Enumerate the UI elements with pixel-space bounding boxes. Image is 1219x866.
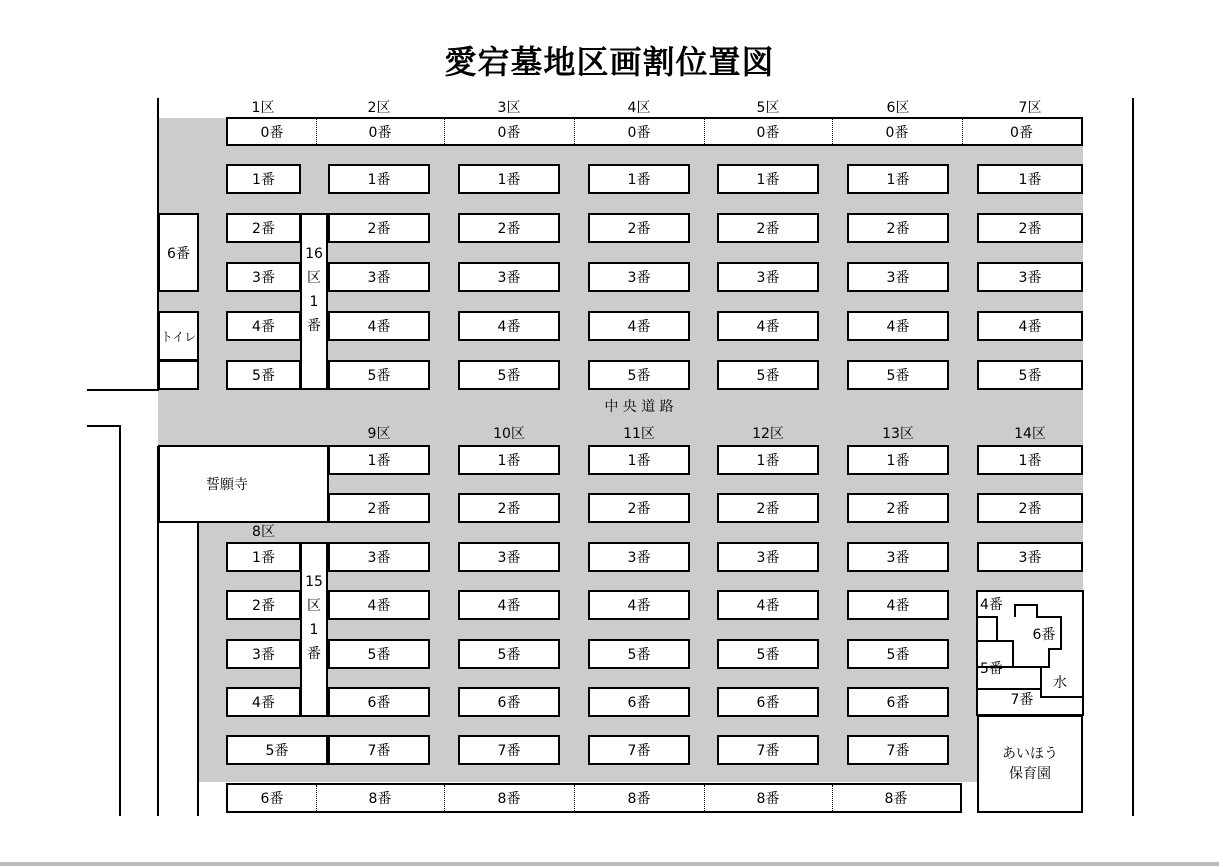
district-label-14: 14区	[1014, 426, 1046, 442]
plot-9-1: 1番	[328, 445, 430, 475]
plot-14-5: 5番	[980, 661, 1003, 677]
district-label-11: 11区	[623, 426, 655, 442]
plot-12-3: 3番	[717, 542, 819, 572]
plot-3-3: 3番	[458, 262, 560, 292]
district-label-1: 1区	[251, 100, 275, 116]
plot-14-3: 3番	[977, 542, 1083, 572]
plot-8-6: 6番	[260, 791, 284, 807]
plot-7-4: 4番	[977, 311, 1083, 341]
plot-11-4: 4番	[588, 590, 690, 620]
plot-12-6: 6番	[717, 687, 819, 717]
plot-2-4: 4番	[328, 311, 430, 341]
plot-4-2: 2番	[588, 213, 690, 243]
plot-10-7: 7番	[458, 735, 560, 765]
plot-7-0: 0番	[1010, 124, 1033, 141]
plot-9-3: 3番	[328, 542, 430, 572]
plot-12-8: 8番	[756, 791, 780, 807]
plot-10-4: 4番	[458, 590, 560, 620]
plot-4-5: 5番	[588, 360, 690, 390]
plot-13-8: 8番	[884, 791, 908, 807]
plot-14-6: 6番	[1032, 627, 1056, 643]
plot-8-1: 1番	[226, 542, 301, 572]
plot-14-7: 7番	[1010, 692, 1034, 708]
plot-9-8: 8番	[368, 791, 392, 807]
road-edge-lower-vertical	[119, 425, 121, 816]
plot-11-7: 7番	[588, 735, 690, 765]
district-label-6: 6区	[886, 100, 910, 116]
plot-1-3: 3番	[226, 262, 301, 292]
water: 水	[1053, 675, 1067, 691]
plot-9-2: 2番	[328, 493, 430, 523]
plot-7-5: 5番	[977, 360, 1083, 390]
plot-11-2: 2番	[588, 493, 690, 523]
district-label-2: 2区	[367, 100, 391, 116]
plot-1-2: 2番	[226, 213, 301, 243]
plot-3-2: 2番	[458, 213, 560, 243]
plot-8-5: 5番	[226, 735, 328, 765]
plot-2-2: 2番	[328, 213, 430, 243]
plot-11-6: 6番	[588, 687, 690, 717]
plot-1-4: 4番	[226, 311, 301, 341]
plot-6-1: 1番	[847, 164, 949, 194]
plot-8-2: 2番	[226, 590, 301, 620]
plot-5-3: 3番	[717, 262, 819, 292]
plot-14-4: 4番	[980, 597, 1003, 613]
row-0-strip	[226, 117, 1083, 146]
plot-8-3: 3番	[226, 639, 301, 669]
row-bottom-strip	[226, 783, 962, 813]
nursery-label: あいほう保育園	[1002, 746, 1058, 782]
plot-3-0: 0番	[497, 124, 521, 141]
plot-11-8: 8番	[627, 791, 651, 807]
district-15-label: 15 区 1 番	[305, 574, 323, 662]
plot-9-6: 6番	[328, 687, 430, 717]
plot-6-3: 3番	[847, 262, 949, 292]
plot-13-4: 4番	[847, 590, 949, 620]
plot-13-6: 6番	[847, 687, 949, 717]
plot-6-0: 0番	[885, 124, 909, 141]
plot-12-4: 4番	[717, 590, 819, 620]
plot-10-1: 1番	[458, 445, 560, 475]
plot-12-7: 7番	[717, 735, 819, 765]
plot-3-1: 1番	[458, 164, 560, 194]
plot-3-4: 4番	[458, 311, 560, 341]
plot-4-4: 4番	[588, 311, 690, 341]
plot-11-5: 5番	[588, 639, 690, 669]
plot-9-5: 5番	[328, 639, 430, 669]
road-upper-area	[158, 118, 1083, 390]
plot-9-4: 4番	[328, 590, 430, 620]
plot-6-4: 4番	[847, 311, 949, 341]
plot-10-5: 5番	[458, 639, 560, 669]
plot-8-4: 4番	[226, 687, 301, 717]
boundary-right	[1132, 98, 1134, 816]
plot-5-0: 0番	[756, 124, 780, 141]
plot-4-3: 3番	[588, 262, 690, 292]
road-edge-upper	[87, 389, 159, 391]
district-label-4: 4区	[627, 100, 651, 116]
district-label-5: 5区	[756, 100, 780, 116]
plot-13-3: 3番	[847, 542, 949, 572]
plot-13-2: 2番	[847, 493, 949, 523]
plot-2-5: 5番	[328, 360, 430, 390]
plot-2-3: 3番	[328, 262, 430, 292]
plot-6-2: 2番	[847, 213, 949, 243]
plot-7-1: 1番	[977, 164, 1083, 194]
page-title: 愛宕墓地区画割位置図	[444, 43, 775, 81]
district-label-8: 8区	[252, 524, 275, 540]
temple: 誓願寺	[158, 445, 329, 523]
plot-11-1: 1番	[588, 445, 690, 475]
plot-5-1: 1番	[717, 164, 819, 194]
district-label-12: 12区	[752, 426, 784, 442]
plot-12-1: 1番	[717, 445, 819, 475]
plot-7-2: 2番	[977, 213, 1083, 243]
left-small-box	[158, 360, 199, 390]
plot-2-1: 1番	[328, 164, 430, 194]
page-bottom-border	[0, 862, 1219, 866]
plot-12-2: 2番	[717, 493, 819, 523]
district-label-9: 9区	[367, 426, 391, 442]
plot-1-5: 5番	[226, 360, 301, 390]
district-label-7: 7区	[1018, 100, 1042, 116]
plot-4-0: 0番	[627, 124, 651, 141]
road-edge-lower	[87, 425, 120, 427]
toilet: トイレ	[158, 311, 199, 361]
plot-3-5: 5番	[458, 360, 560, 390]
plot-13-1: 1番	[847, 445, 949, 475]
nursery	[977, 715, 1083, 813]
left-plot-6: 6番	[158, 213, 199, 292]
plot-5-5: 5番	[717, 360, 819, 390]
plot-2-0: 0番	[368, 124, 392, 141]
plot-4-1: 1番	[588, 164, 690, 194]
district-label-13: 13区	[882, 426, 914, 442]
plot-12-5: 5番	[717, 639, 819, 669]
plot-10-2: 2番	[458, 493, 560, 523]
plot-5-2: 2番	[717, 213, 819, 243]
plot-14-2: 2番	[977, 493, 1083, 523]
plot-5-4: 4番	[717, 311, 819, 341]
plot-14-1: 1番	[977, 445, 1083, 475]
plot-1-0: 0番	[260, 124, 284, 141]
plot-9-7: 7番	[328, 735, 430, 765]
district-label-3: 3区	[497, 100, 521, 116]
plot-10-3: 3番	[458, 542, 560, 572]
plot-10-8: 8番	[497, 791, 521, 807]
plot-6-5: 5番	[847, 360, 949, 390]
district-label-10: 10区	[493, 426, 525, 442]
central-road-label: 中 央 道 路	[604, 399, 674, 415]
plot-11-3: 3番	[588, 542, 690, 572]
plot-13-5: 5番	[847, 639, 949, 669]
boundary-inner-left	[197, 522, 199, 816]
plot-10-6: 6番	[458, 687, 560, 717]
plot-13-7: 7番	[847, 735, 949, 765]
plot-7-3: 3番	[977, 262, 1083, 292]
district-16-label: 16 区 1 番	[305, 246, 323, 334]
plot-1-1: 1番	[226, 164, 301, 194]
